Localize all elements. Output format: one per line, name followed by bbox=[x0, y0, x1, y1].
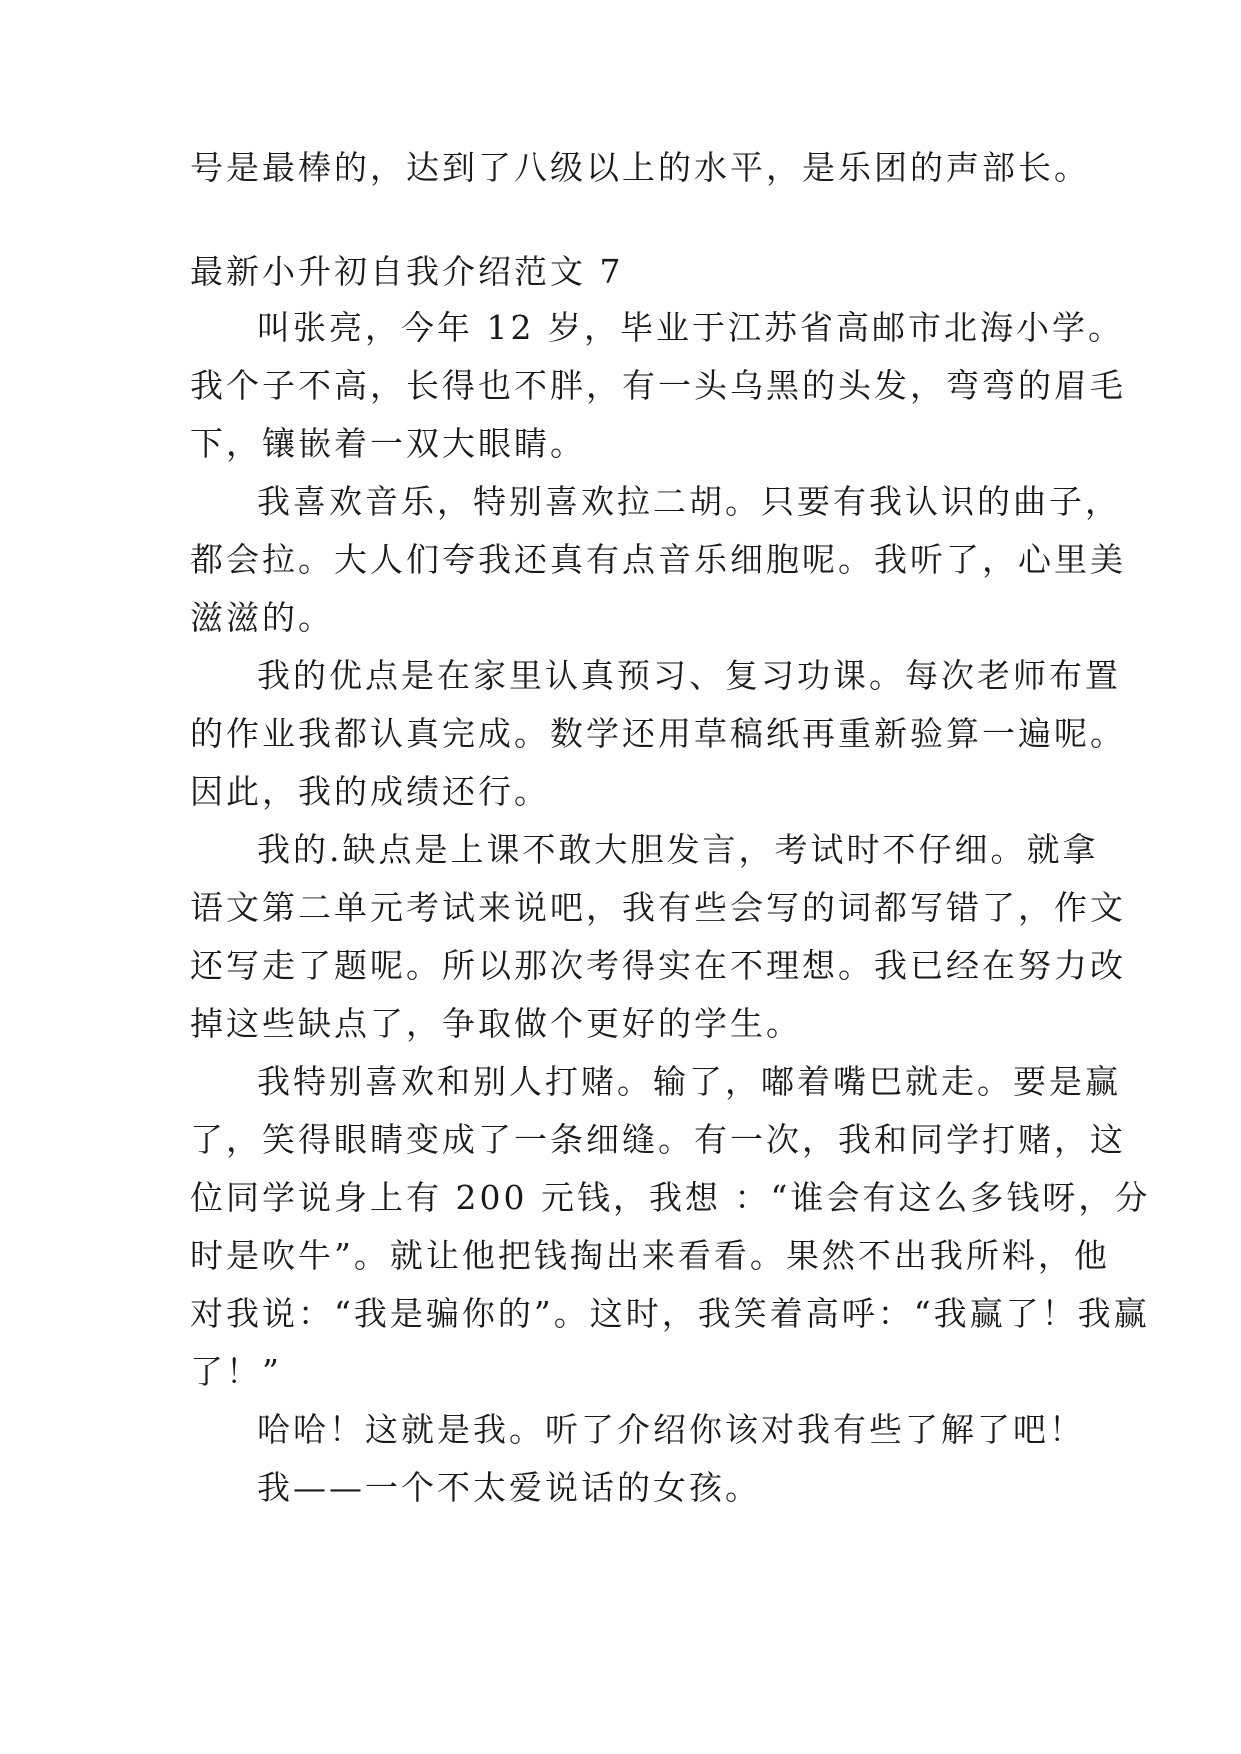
text-line: 了，笑得眼睛变成了一条细缝。有一次，我和同学打赌，这 bbox=[190, 1120, 1126, 1159]
text-line: 因此，我的成绩还行。 bbox=[190, 772, 550, 811]
text-line: 都会拉。大人们夸我还真有点音乐细胞呢。我听了，心里美 bbox=[190, 540, 1126, 579]
text-line: 对我说：“我是骗你的”。这时，我笑着高呼：“我赢了！我赢 bbox=[190, 1294, 1150, 1333]
text-line: 的作业我都认真完成。数学还用草稿纸再重新验算一遍呢。 bbox=[190, 714, 1126, 753]
text-line: 叫张亮，今年 12 岁，毕业于江苏省高邮市北海小学。 bbox=[257, 308, 1124, 347]
text-line: 我——一个不太爱说话的女孩。 bbox=[257, 1468, 761, 1507]
text-line: 掉这些缺点了，争取做个更好的学生。 bbox=[190, 1004, 802, 1043]
text-line: 滋滋的。 bbox=[190, 598, 334, 637]
text-line: 我的优点是在家里认真预习、复习功课。每次老师布置 bbox=[257, 656, 1121, 695]
text-line: 还写走了题呢。所以那次考得实在不理想。我已经在努力改 bbox=[190, 946, 1126, 985]
text-line: 哈哈！这就是我。听了介绍你该对我有些了解了吧！ bbox=[257, 1410, 1085, 1449]
text-line: 号是最棒的，达到了八级以上的水平，是乐团的声部长。 bbox=[190, 148, 1090, 187]
text-line: 了！” bbox=[190, 1352, 282, 1391]
text-line: 我个子不高，长得也不胖，有一头乌黑的头发，弯弯的眉毛 bbox=[190, 366, 1126, 405]
text-line: 下，镶嵌着一双大眼睛。 bbox=[190, 424, 586, 463]
text-line: 我喜欢音乐，特别喜欢拉二胡。只要有我认识的曲子， bbox=[257, 482, 1121, 521]
text-line: 位同学说身上有 200 元钱，我想 ：“谁会有这么多钱呀，分 bbox=[190, 1178, 1151, 1217]
section-heading: 最新小升初自我介绍范文 7 bbox=[190, 252, 624, 291]
text-line: 语文第二单元考试来说吧，我有些会写的词都写错了，作文 bbox=[190, 888, 1126, 927]
text-line: 时是吹牛”。就让他把钱掏出来看看。果然不出我所料，他 bbox=[190, 1236, 1110, 1275]
text-line: 我的.缺点是上课不敢大胆发言，考试时不仔细。就拿 bbox=[257, 830, 1099, 869]
text-line: 我特别喜欢和别人打赌。输了，嘟着嘴巴就走。要是赢 bbox=[257, 1062, 1121, 1101]
